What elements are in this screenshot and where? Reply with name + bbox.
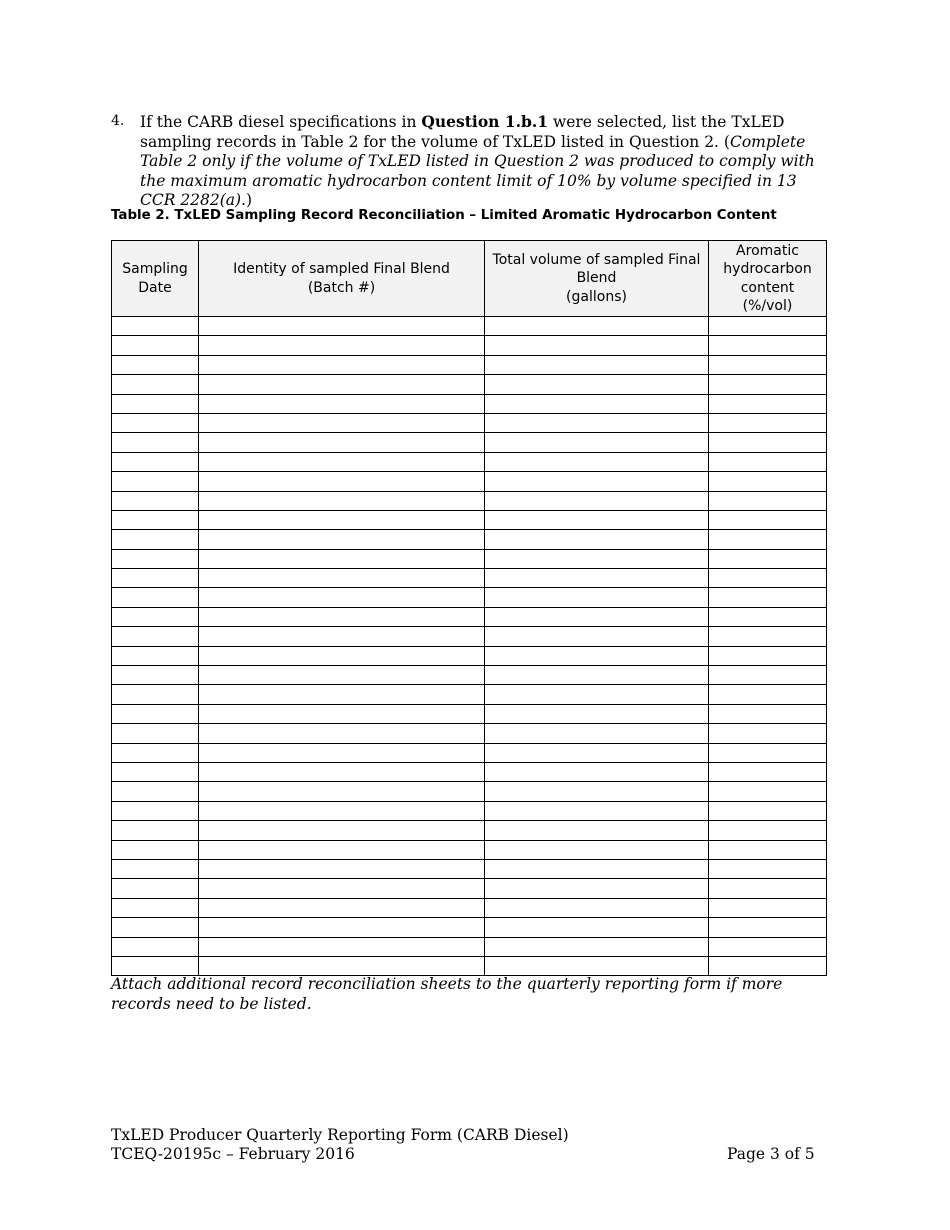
table-row [112,627,827,646]
total-volume-cell[interactable] [485,937,709,956]
aromatic-content-cell[interactable] [709,375,827,394]
question-text [140,112,831,211]
batch-identity-cell[interactable] [199,743,485,762]
batch-identity-cell[interactable] [199,704,485,723]
batch-identity-cell[interactable] [199,413,485,432]
table-row [112,821,827,840]
total-volume-cell[interactable] [485,433,709,452]
aromatic-content-cell[interactable] [709,413,827,432]
aromatic-content-cell[interactable] [709,491,827,510]
table-row [112,336,827,355]
header-line: (gallons) [566,288,627,305]
header-sampling-date [112,241,199,317]
sampling-date-cell[interactable] [112,685,199,704]
total-volume-cell[interactable] [485,375,709,394]
table-row [112,782,827,801]
total-volume-cell[interactable] [485,898,709,917]
sampling-date-cell[interactable] [112,588,199,607]
question-reference: Question 1.b.1 [421,112,549,131]
total-volume-cell[interactable] [485,510,709,529]
batch-identity-cell[interactable] [199,375,485,394]
table-row [112,666,827,685]
aromatic-content-cell[interactable] [709,627,827,646]
sampling-date-cell[interactable] [112,646,199,665]
total-volume-cell[interactable] [485,879,709,898]
batch-identity-cell[interactable] [199,569,485,588]
table-row [112,762,827,781]
footer-form-id: TCEQ-20195c – February 2016 [111,1145,355,1163]
sampling-date-cell[interactable] [112,355,199,374]
batch-identity-cell[interactable] [199,879,485,898]
batch-identity-cell[interactable] [199,918,485,937]
total-volume-cell[interactable] [485,724,709,743]
sampling-date-cell[interactable] [112,336,199,355]
batch-identity-cell[interactable] [199,588,485,607]
table-row [112,801,827,820]
aromatic-content-cell[interactable] [709,355,827,374]
total-volume-cell[interactable] [485,743,709,762]
header-line: Blend [576,270,617,287]
batch-identity-cell[interactable] [199,317,485,336]
table-row [112,879,827,898]
aromatic-content-cell[interactable] [709,549,827,568]
total-volume-cell[interactable] [485,801,709,820]
sampling-date-cell[interactable] [112,821,199,840]
sampling-date-cell[interactable] [112,549,199,568]
sampling-date-cell[interactable] [112,317,199,336]
table-row [112,937,827,956]
header-batch-identity [199,241,485,317]
header-line: Total volume of sampled Final [492,251,701,268]
header-line: Identity of sampled Final Blend [233,261,450,277]
sampling-date-cell[interactable] [112,724,199,743]
aromatic-content-cell[interactable] [709,317,827,336]
table-caption: Table 2. TxLED Sampling Record Reconciliation – Limited Aromatic Hydrocarbon Content [111,208,777,223]
table-row [112,355,827,374]
table-row [112,375,827,394]
question-number: 4. [111,113,125,129]
sampling-date-cell[interactable] [112,937,199,956]
table-row [112,472,827,491]
sampling-date-cell[interactable] [112,530,199,549]
table-row [112,918,827,937]
aromatic-content-cell[interactable] [709,898,827,917]
total-volume-cell[interactable] [485,472,709,491]
total-volume-cell[interactable] [485,530,709,549]
aromatic-content-cell[interactable] [709,588,827,607]
header-aromatic-content [709,241,827,317]
aromatic-content-cell[interactable] [709,859,827,878]
sampling-date-cell[interactable] [112,375,199,394]
total-volume-cell[interactable] [485,549,709,568]
batch-identity-cell[interactable] [199,937,485,956]
sampling-date-cell[interactable] [112,413,199,432]
table-row [112,743,827,762]
aromatic-content-cell[interactable] [709,762,827,781]
table-row [112,685,827,704]
total-volume-cell[interactable] [485,918,709,937]
aromatic-content-cell[interactable] [709,452,827,471]
page-number: Page 3 of 5 [727,1145,815,1163]
question-4 [111,112,831,211]
batch-identity-cell[interactable] [199,762,485,781]
batch-identity-cell[interactable] [199,801,485,820]
table-body [112,317,827,976]
sampling-date-cell[interactable] [112,433,199,452]
aromatic-content-cell[interactable] [709,956,827,975]
batch-identity-cell[interactable] [199,607,485,626]
sampling-date-cell[interactable] [112,394,199,413]
table-row [112,452,827,471]
table-row [112,840,827,859]
batch-identity-cell[interactable] [199,821,485,840]
batch-identity-cell[interactable] [199,452,485,471]
sampling-date-cell[interactable] [112,452,199,471]
batch-identity-cell[interactable] [199,666,485,685]
table-row [112,569,827,588]
sampling-date-cell[interactable] [112,743,199,762]
sampling-records-table [111,240,827,976]
sampling-date-cell[interactable] [112,859,199,878]
aromatic-content-cell[interactable] [709,704,827,723]
sampling-date-cell[interactable] [112,840,199,859]
total-volume-cell[interactable] [485,704,709,723]
aromatic-content-cell[interactable] [709,607,827,626]
aromatic-content-cell[interactable] [709,685,827,704]
header-line: content [740,279,795,296]
table-row [112,317,827,336]
aromatic-content-cell[interactable] [709,433,827,452]
aromatic-content-cell[interactable] [709,821,827,840]
aromatic-content-cell[interactable] [709,801,827,820]
question-text-before: If the CARB diesel specifications in [140,113,422,131]
batch-identity-cell[interactable] [199,685,485,704]
aromatic-content-cell[interactable] [709,569,827,588]
total-volume-cell[interactable] [485,646,709,665]
header-line: Aromatic [736,242,799,259]
sampling-date-cell[interactable] [112,607,199,626]
aromatic-content-cell[interactable] [709,724,827,743]
sampling-date-cell[interactable] [112,801,199,820]
header-line: hydrocarbon [723,261,812,277]
total-volume-cell[interactable] [485,491,709,510]
table-row [112,956,827,975]
total-volume-cell[interactable] [485,840,709,859]
table-row [112,607,827,626]
total-volume-cell[interactable] [485,821,709,840]
table-row [112,530,827,549]
sampling-date-cell[interactable] [112,762,199,781]
batch-identity-cell[interactable] [199,355,485,374]
aromatic-content-cell[interactable] [709,879,827,898]
total-volume-cell[interactable] [485,317,709,336]
batch-identity-cell[interactable] [199,394,485,413]
header-line: (%/vol) [742,298,793,314]
batch-identity-cell[interactable] [199,627,485,646]
sampling-date-cell[interactable] [112,956,199,975]
aromatic-content-cell[interactable] [709,530,827,549]
question-closing: ) [246,191,253,209]
table-row [112,588,827,607]
aromatic-content-cell[interactable] [709,743,827,762]
total-volume-cell[interactable] [485,762,709,781]
sampling-date-cell[interactable] [112,510,199,529]
total-volume-cell[interactable] [485,588,709,607]
sampling-date-cell[interactable] [112,879,199,898]
batch-identity-cell[interactable] [199,491,485,510]
sampling-date-cell[interactable] [112,666,199,685]
sampling-date-cell[interactable] [112,569,199,588]
aromatic-content-cell[interactable] [709,840,827,859]
aromatic-content-cell[interactable] [709,918,827,937]
header-line: (Batch #) [307,279,376,296]
batch-identity-cell[interactable] [199,510,485,529]
batch-identity-cell[interactable] [199,898,485,917]
aromatic-content-cell[interactable] [709,394,827,413]
sampling-date-cell[interactable] [112,782,199,801]
aromatic-content-cell[interactable] [709,666,827,685]
total-volume-cell[interactable] [485,685,709,704]
header-total-volume [485,241,709,317]
sampling-date-cell[interactable] [112,627,199,646]
aromatic-content-cell[interactable] [709,472,827,491]
batch-identity-cell[interactable] [199,336,485,355]
sampling-date-cell[interactable] [112,918,199,937]
attach-note: Attach additional record reconciliation sheets to the quarterly reporting form if more records need to be listed. [111,975,783,1013]
total-volume-cell[interactable] [485,956,709,975]
batch-identity-cell[interactable] [199,859,485,878]
total-volume-cell[interactable] [485,627,709,646]
total-volume-cell[interactable] [485,452,709,471]
header-line: Sampling [122,261,188,277]
batch-identity-cell[interactable] [199,646,485,665]
table-row [112,491,827,510]
aromatic-content-cell[interactable] [709,782,827,801]
batch-identity-cell[interactable] [199,724,485,743]
table-row [112,510,827,529]
total-volume-cell[interactable] [485,394,709,413]
total-volume-cell[interactable] [485,413,709,432]
total-volume-cell[interactable] [485,782,709,801]
total-volume-cell[interactable] [485,355,709,374]
total-volume-cell[interactable] [485,859,709,878]
table-row [112,413,827,432]
total-volume-cell[interactable] [485,607,709,626]
batch-identity-cell[interactable] [199,472,485,491]
question-italic-note: Complete Table 2 only if the volume of TxLED listed in Question 2 was produced to comply with the maximum aromatic hydrocarbon content limit of 10% by volume specified in 13 CCR 2282(a). [140,132,815,209]
table-row [112,549,827,568]
table-row [112,859,827,878]
sampling-date-cell[interactable] [112,898,199,917]
batch-identity-cell[interactable] [199,840,485,859]
table-row [112,724,827,743]
total-volume-cell[interactable] [485,569,709,588]
sampling-date-cell[interactable] [112,491,199,510]
batch-identity-cell[interactable] [199,782,485,801]
batch-identity-cell[interactable] [199,433,485,452]
aromatic-content-cell[interactable] [709,646,827,665]
table-header-row [112,241,827,317]
aromatic-content-cell[interactable] [709,937,827,956]
table-row [112,433,827,452]
total-volume-cell[interactable] [485,336,709,355]
footer-form-title: TxLED Producer Quarterly Reporting Form (CARB Diesel) [111,1126,569,1144]
batch-identity-cell[interactable] [199,549,485,568]
aromatic-content-cell[interactable] [709,510,827,529]
aromatic-content-cell[interactable] [709,336,827,355]
sampling-date-cell[interactable] [112,472,199,491]
total-volume-cell[interactable] [485,666,709,685]
question-text-after: were selected, list the TxLED sampling records in Table 2 for the volume of TxLED listed in Question 2. ( [140,113,785,151]
batch-identity-cell[interactable] [199,530,485,549]
table-row [112,898,827,917]
table-row [112,704,827,723]
table-row [112,394,827,413]
sampling-date-cell[interactable] [112,704,199,723]
table-row [112,646,827,665]
batch-identity-cell[interactable] [199,956,485,975]
header-line: Date [138,279,172,296]
